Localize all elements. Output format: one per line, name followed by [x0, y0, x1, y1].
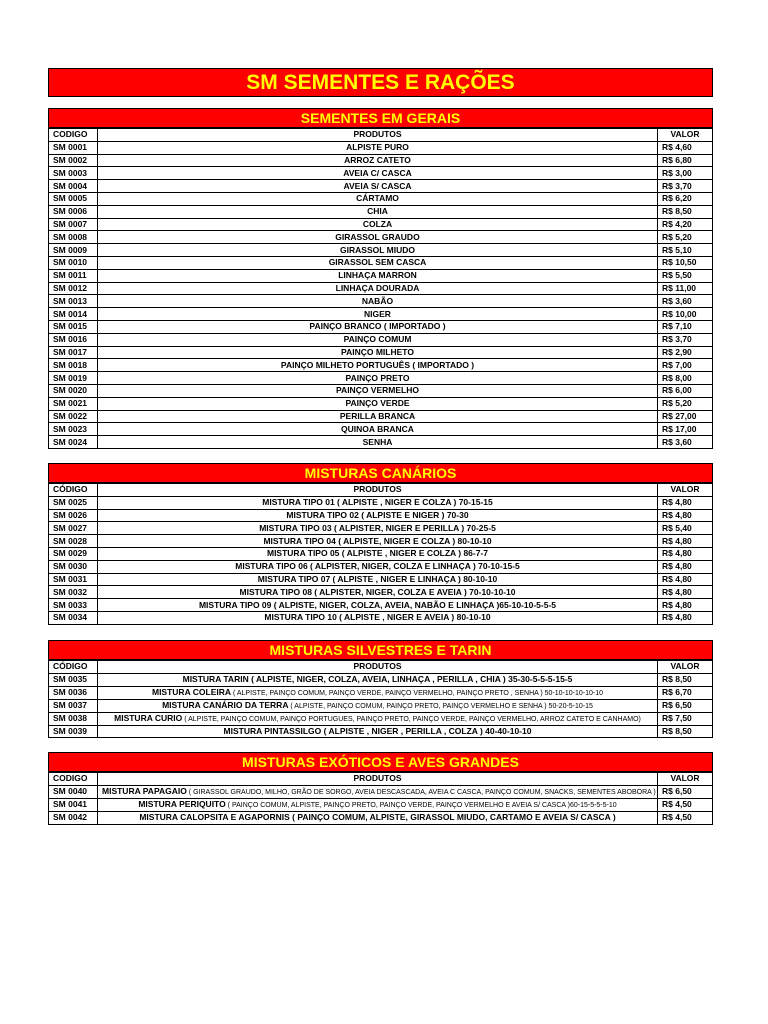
table-row	[49, 410, 713, 423]
product-price: R$ 7,10	[658, 320, 713, 333]
product-code: SM 0011	[49, 269, 98, 282]
table-row	[49, 372, 713, 385]
product-name	[98, 798, 658, 811]
product-detail: ( ALPISTE, PAINÇO COMUM, PAINÇO PRETO, PAINÇO VERMELHO E SENHA ) 50-20-5-10-15	[288, 702, 593, 710]
product-price: R$ 3,00	[658, 167, 713, 180]
product-name	[98, 333, 658, 346]
product-name	[98, 282, 658, 295]
product-code: SM 0038	[49, 712, 98, 725]
column-header-product: PRODUTOS	[98, 661, 658, 674]
product-name-text: MISTURA TIPO 01 ( ALPISTE , NIGER E COLZA ) 70-15-15	[262, 497, 493, 508]
product-price: R$ 4,50	[658, 798, 713, 811]
price-section	[48, 640, 713, 738]
product-name	[98, 725, 658, 738]
product-price: R$ 17,00	[658, 423, 713, 436]
section-header	[48, 640, 713, 660]
product-name	[98, 673, 658, 686]
product-price: R$ 10,50	[658, 256, 713, 269]
product-code: SM 0016	[49, 333, 98, 346]
section-header	[48, 463, 713, 483]
product-name-text: AVEIA S/ CASCA	[343, 180, 412, 191]
product-detail: ( ALPISTE, PAINÇO COMUM, PAINÇO VERDE, PAINÇO VERMELHO, PAINÇO PRETO , SENHA ) 50-10-10-10-10-10	[231, 689, 604, 697]
product-price: R$ 4,80	[658, 496, 713, 509]
product-code: SM 0014	[49, 308, 98, 321]
table-row	[49, 586, 713, 599]
product-name	[98, 205, 658, 218]
product-price: R$ 4,80	[658, 509, 713, 522]
product-name	[98, 167, 658, 180]
product-name-text: CHIA	[367, 206, 388, 217]
product-code: SM 0019	[49, 372, 98, 385]
product-name-text: MISTURA TIPO 07 ( ALPISTE , NIGER E LINHAÇA ) 80-10-10	[257, 573, 498, 584]
product-code: SM 0030	[49, 560, 98, 573]
price-section	[48, 752, 713, 825]
product-code: SM 0029	[49, 547, 98, 560]
product-name-text: GIRASSOL MIUDO	[340, 244, 415, 255]
product-detail: ( GIRASSOL GRAUDO, MILHO, GRÃO DE SORGO, AVEIA DESCASCADA, AVEIA C CASCA, PAINÇO COMUM, SNACKS, SEMENTES ABOBORA )	[186, 788, 656, 796]
product-code: SM 0026	[49, 509, 98, 522]
product-price: R$ 6,80	[658, 154, 713, 167]
product-code: SM 0010	[49, 256, 98, 269]
product-code: SM 0012	[49, 282, 98, 295]
table-row	[49, 384, 713, 397]
product-price: R$ 3,70	[658, 333, 713, 346]
product-name	[98, 423, 658, 436]
section-header	[48, 108, 713, 128]
product-name-text: MISTURA TIPO 02 ( ALPISTE E NIGER ) 70-30	[286, 509, 469, 520]
table-row	[49, 798, 713, 811]
price-table	[48, 660, 713, 738]
price-table	[48, 483, 713, 625]
product-name-text: PAINÇO VERMELHO	[336, 385, 419, 396]
product-code: SM 0013	[49, 295, 98, 308]
product-name	[98, 269, 658, 282]
product-name	[98, 586, 658, 599]
page-title: SM SEMENTES E RAÇÕES	[246, 70, 515, 94]
product-name-text: COLZA	[362, 218, 393, 229]
product-code: SM 0028	[49, 535, 98, 548]
table-row	[49, 673, 713, 686]
table-row	[49, 686, 713, 699]
product-price: R$ 3,60	[658, 295, 713, 308]
product-price: R$ 5,20	[658, 397, 713, 410]
price-section	[48, 463, 713, 625]
product-name	[98, 535, 658, 548]
product-code: SM 0041	[49, 798, 98, 811]
product-price: R$ 2,90	[658, 346, 713, 359]
product-name	[98, 547, 658, 560]
product-code: SM 0035	[49, 673, 98, 686]
product-price: R$ 8,50	[658, 673, 713, 686]
table-row	[49, 599, 713, 612]
section-title: MISTURAS CANÁRIOS	[304, 465, 457, 481]
product-code: SM 0001	[49, 141, 98, 154]
product-name-text: PAINÇO MILHETO	[341, 346, 414, 357]
product-code: SM 0025	[49, 496, 98, 509]
table-row	[49, 785, 713, 798]
product-name	[98, 599, 658, 612]
table-row	[49, 496, 713, 509]
column-header-product: PRODUTOS	[98, 773, 658, 786]
product-name	[98, 611, 658, 624]
product-name	[98, 397, 658, 410]
product-code: SM 0031	[49, 573, 98, 586]
table-row	[49, 725, 713, 738]
table-row	[49, 244, 713, 257]
table-row	[49, 167, 713, 180]
table-row	[49, 346, 713, 359]
table-row	[49, 509, 713, 522]
product-name-text: PERILLA BRANCA	[339, 410, 416, 421]
product-name	[98, 372, 658, 385]
product-name-text: MISTURA TIPO 10 ( ALPISTE , NIGER E AVEIA ) 80-10-10	[264, 612, 491, 623]
table-row	[49, 192, 713, 205]
column-header-code: CODIGO	[49, 129, 98, 142]
product-code: SM 0021	[49, 397, 98, 410]
table-header-row	[49, 773, 713, 786]
product-name	[98, 785, 658, 798]
product-price: R$ 11,00	[658, 282, 713, 295]
product-price: R$ 3,70	[658, 180, 713, 193]
product-name-text: MISTURA PINTASSILGO ( ALPISTE , NIGER , PERILLA , COLZA ) 40-40-10-10	[223, 725, 532, 736]
product-name-text: ALPISTE PURO	[346, 142, 409, 153]
product-code: SM 0004	[49, 180, 98, 193]
product-price: R$ 4,50	[658, 811, 713, 824]
product-name-text: NIGER	[364, 308, 391, 319]
table-row	[49, 295, 713, 308]
product-code: SM 0018	[49, 359, 98, 372]
product-code: SM 0027	[49, 522, 98, 535]
product-name	[98, 712, 658, 725]
product-name-text: MISTURA CALOPSITA E AGAPORNIS ( PAINÇO COMUM, ALPISTE, GIRASSOL MIUDO, CARTAMO E AVEIA S/ CASCA )	[139, 812, 616, 823]
column-header-value: VALOR	[658, 661, 713, 674]
product-price: R$ 4,80	[658, 573, 713, 586]
product-code: SM 0024	[49, 436, 98, 449]
product-name-text: MISTURA PERIQUITO	[138, 798, 226, 809]
table-row	[49, 308, 713, 321]
product-price: R$ 5,50	[658, 269, 713, 282]
table-row	[49, 218, 713, 231]
product-price: R$ 6,00	[658, 384, 713, 397]
table-row	[49, 423, 713, 436]
product-name	[98, 686, 658, 699]
product-code: SM 0005	[49, 192, 98, 205]
product-name-text: MISTURA TIPO 08 ( ALPISTER, NIGER, COLZA E AVEIA ) 70-10-10-10	[239, 586, 516, 597]
product-name-text: QUINOA BRANCA	[341, 423, 414, 434]
product-name-text: SENHA	[362, 436, 393, 447]
table-row	[49, 256, 713, 269]
product-price: R$ 6,50	[658, 699, 713, 712]
product-code: SM 0033	[49, 599, 98, 612]
product-name-text: MISTURA CANÁRIO DA TERRA	[162, 699, 289, 710]
product-name-text: PAINÇO BRANCO ( IMPORTADO )	[309, 321, 446, 332]
section-title: MISTURAS EXÓTICOS E AVES GRANDES	[242, 754, 519, 770]
product-name	[98, 154, 658, 167]
product-price: R$ 7,50	[658, 712, 713, 725]
product-name	[98, 410, 658, 423]
product-name-text: PAINÇO VERDE	[345, 398, 410, 409]
product-name	[98, 295, 658, 308]
column-header-code: CÓDIGO	[49, 661, 98, 674]
product-price: R$ 6,20	[658, 192, 713, 205]
product-code: SM 0039	[49, 725, 98, 738]
product-price: R$ 4,80	[658, 599, 713, 612]
product-code: SM 0036	[49, 686, 98, 699]
column-header-value: VALOR	[658, 484, 713, 497]
product-price: R$ 4,80	[658, 535, 713, 548]
price-table	[48, 128, 713, 449]
product-code: SM 0007	[49, 218, 98, 231]
product-name	[98, 560, 658, 573]
product-code: SM 0034	[49, 611, 98, 624]
product-name-text: PAINÇO COMUM	[343, 334, 412, 345]
product-name	[98, 496, 658, 509]
table-row	[49, 573, 713, 586]
product-price: R$ 4,80	[658, 547, 713, 560]
product-code: SM 0009	[49, 244, 98, 257]
product-code: SM 0003	[49, 167, 98, 180]
table-row	[49, 205, 713, 218]
product-price: R$ 7,00	[658, 359, 713, 372]
product-name-text: AVEIA C/ CASCA	[343, 167, 412, 178]
table-row	[49, 436, 713, 449]
product-name	[98, 256, 658, 269]
product-name-text: MISTURA TIPO 06 ( ALPISTER, NIGER, COLZA E LINHAÇA ) 70-10-15-5	[235, 561, 520, 572]
product-name-text: MISTURA TIPO 04 ( ALPISTE, NIGER E COLZA ) 80-10-10	[263, 535, 492, 546]
table-row	[49, 359, 713, 372]
table-row	[49, 699, 713, 712]
product-price: R$ 8,50	[658, 725, 713, 738]
price-section	[48, 108, 713, 449]
product-name-text: PAINÇO MILHETO PORTUGUÊS ( IMPORTADO )	[280, 359, 475, 370]
column-header-product: PRODUTOS	[98, 129, 658, 142]
product-code: SM 0042	[49, 811, 98, 824]
product-code: SM 0017	[49, 346, 98, 359]
column-header-value: VALOR	[658, 773, 713, 786]
section-header	[48, 752, 713, 772]
product-price: R$ 4,80	[658, 560, 713, 573]
product-code: SM 0002	[49, 154, 98, 167]
product-name-text: LINHAÇA MARRON	[338, 270, 417, 281]
product-name-text: LINHAÇA DOURADA	[335, 282, 420, 293]
product-name-text: MISTURA TIPO 03 ( ALPISTER, NIGER E PERILLA ) 70-25-5	[259, 522, 496, 533]
product-code: SM 0032	[49, 586, 98, 599]
product-name-text: MISTURA COLEIRA	[151, 686, 231, 697]
table-row	[49, 535, 713, 548]
column-header-code: CODIGO	[49, 773, 98, 786]
product-name	[98, 141, 658, 154]
table-row	[49, 611, 713, 624]
product-name-text: GIRASSOL SEM CASCA	[328, 257, 427, 268]
product-price: R$ 4,80	[658, 611, 713, 624]
product-name	[98, 346, 658, 359]
product-price: R$ 4,60	[658, 141, 713, 154]
product-code: SM 0015	[49, 320, 98, 333]
product-detail: ( PAINÇO COMUM, ALPISTE, PAINÇO PRETO, PAINÇO VERDE, PAINÇO VERMELHO E AVEIA S/ CASCA )60-15-5-5-5-10	[225, 801, 617, 809]
price-table	[48, 772, 713, 825]
product-price: R$ 8,00	[658, 372, 713, 385]
table-row	[49, 560, 713, 573]
table-row	[49, 397, 713, 410]
column-header-value: VALOR	[658, 129, 713, 142]
product-price: R$ 5,40	[658, 522, 713, 535]
table-row	[49, 522, 713, 535]
table-header-row	[49, 661, 713, 674]
product-name	[98, 699, 658, 712]
product-price: R$ 5,10	[658, 244, 713, 257]
table-row	[49, 333, 713, 346]
product-code: SM 0008	[49, 231, 98, 244]
table-row	[49, 154, 713, 167]
product-name	[98, 359, 658, 372]
table-row	[49, 712, 713, 725]
product-name-text: MISTURA TIPO 09 ( ALPISTE, NIGER, COLZA, AVEIA, NABÃO E LINHAÇA )65-10-10-5-5-5	[198, 599, 557, 610]
product-price: R$ 10,00	[658, 308, 713, 321]
product-code: SM 0022	[49, 410, 98, 423]
product-price: R$ 6,70	[658, 686, 713, 699]
product-name	[98, 180, 658, 193]
product-code: SM 0040	[49, 785, 98, 798]
product-price: R$ 27,00	[658, 410, 713, 423]
product-code: SM 0006	[49, 205, 98, 218]
product-name	[98, 244, 658, 257]
product-name-text: MISTURA CURIO	[114, 712, 183, 723]
product-code: SM 0020	[49, 384, 98, 397]
product-name	[98, 436, 658, 449]
product-name-text: MISTURA TARIN ( ALPISTE, NIGER, COLZA, AVEIA, LINHAÇA , PERILLA , CHIA ) 35-30-5-5-5-15-5	[182, 674, 573, 685]
table-header-row	[49, 484, 713, 497]
product-name-text: CÁRTAMO	[356, 193, 399, 204]
column-header-code: CÓDIGO	[49, 484, 98, 497]
table-row	[49, 547, 713, 560]
product-name	[98, 308, 658, 321]
product-price: R$ 8,50	[658, 205, 713, 218]
product-code: SM 0023	[49, 423, 98, 436]
product-name-text: MISTURA TIPO 05 ( ALPISTE , NIGER E COLZA ) 86-7-7	[266, 548, 489, 559]
product-name	[98, 218, 658, 231]
product-name	[98, 320, 658, 333]
product-price: R$ 4,20	[658, 218, 713, 231]
column-header-product: PRODUTOS	[98, 484, 658, 497]
product-name	[98, 192, 658, 205]
table-row	[49, 282, 713, 295]
product-code: SM 0037	[49, 699, 98, 712]
product-name-text: PAINÇO PRETO	[345, 372, 410, 383]
table-header-row	[49, 129, 713, 142]
product-name	[98, 522, 658, 535]
product-price: R$ 3,60	[658, 436, 713, 449]
product-name	[98, 384, 658, 397]
product-name-text: MISTURA PAPAGAIO	[102, 785, 187, 796]
section-title: MISTURAS SILVESTRES E TARIN	[269, 642, 492, 658]
product-name	[98, 509, 658, 522]
table-row	[49, 269, 713, 282]
product-name-text: GIRASSOL GRAUDO	[335, 231, 420, 242]
table-row	[49, 320, 713, 333]
table-row	[49, 811, 713, 824]
product-name-text: NABÃO	[361, 295, 394, 306]
product-detail: ( ALPISTE, PAINÇO COMUM, PAINÇO PORTUGUES, PAINÇO PRETO, PAINÇO VERDE, PAINÇO VERMELHO, ARROZ CATETO E CANHAMO)	[182, 715, 641, 723]
table-row	[49, 231, 713, 244]
product-name	[98, 573, 658, 586]
table-row	[49, 180, 713, 193]
product-price: R$ 5,20	[658, 231, 713, 244]
page-title-banner	[48, 68, 713, 97]
table-row	[49, 141, 713, 154]
product-price: R$ 6,50	[658, 785, 713, 798]
product-name	[98, 811, 658, 824]
product-name	[98, 231, 658, 244]
product-name-text: ARROZ CATETO	[344, 154, 411, 165]
product-price: R$ 4,80	[658, 586, 713, 599]
section-title: SEMENTES EM GERAIS	[300, 110, 461, 126]
